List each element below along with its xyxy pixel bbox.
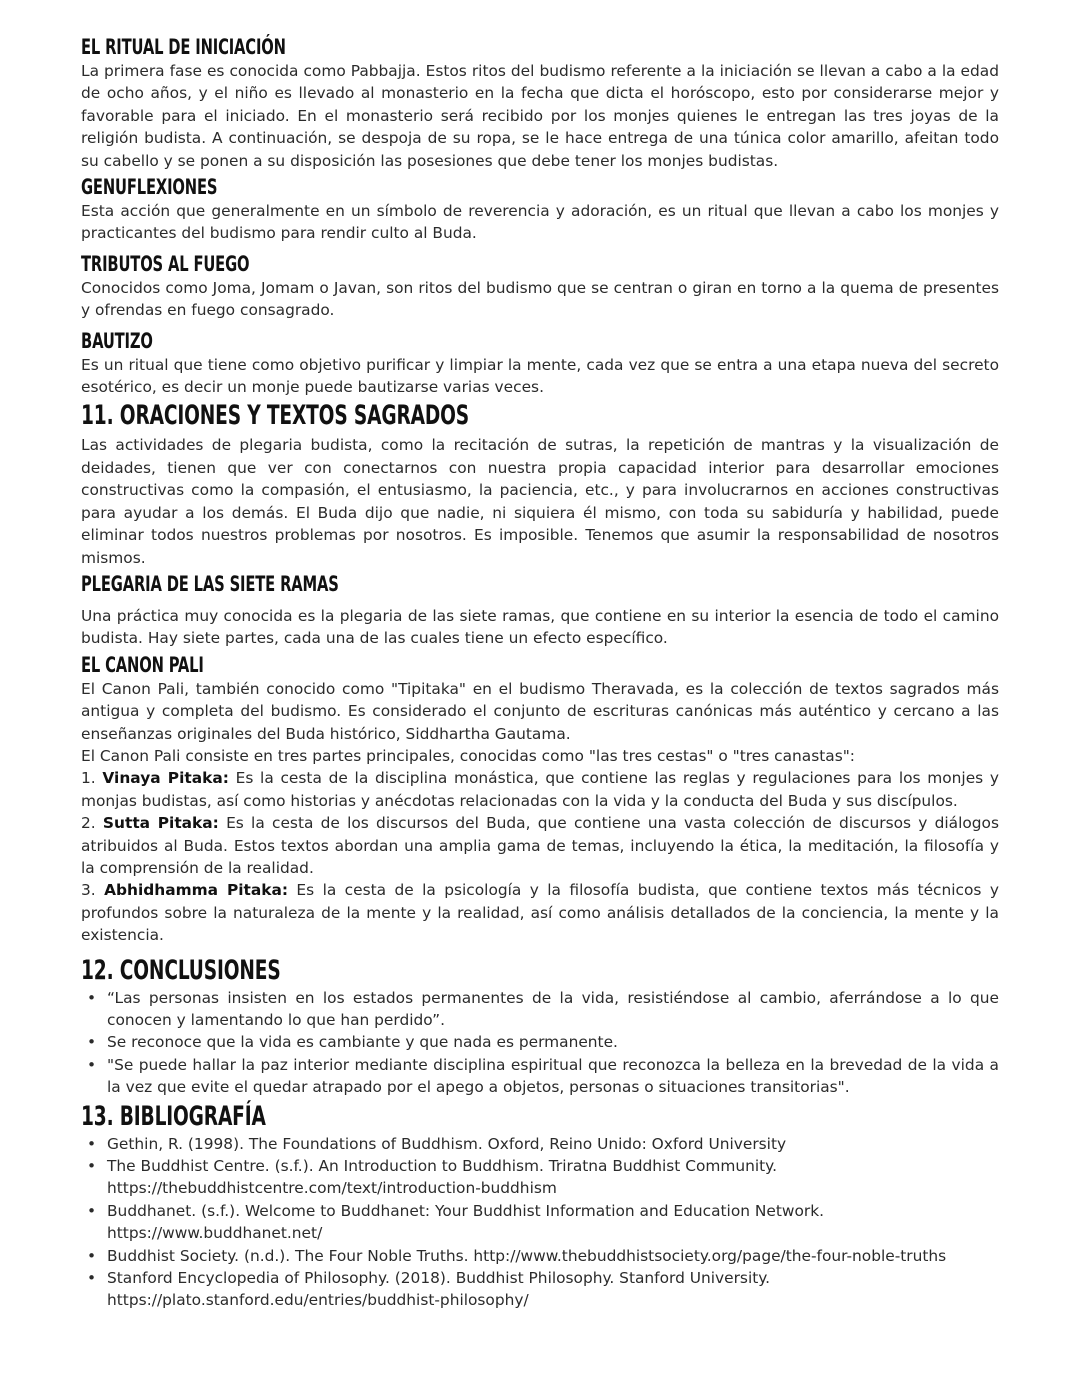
heading-plegaria-siete-ramas: PLEGARIA DE LAS SIETE RAMAS <box>81 571 339 596</box>
document-page <box>81 34 999 1312</box>
paragraph-plegaria-siete-ramas: Una práctica muy conocida es la plegaria de las siete ramas, que contiene en su interior la esencia de todo el camino budista. Hay siete partes, cada una de las cuales tiene un efecto específico. <box>81 606 999 648</box>
bibliografia-list <box>81 1133 999 1312</box>
canon-item-vinaya: 1. Vinaya Pitaka: Es la cesta de la disciplina monástica, que contiene las reglas y regulaciones para los monjes y monjas budistas, así como historias y anécdotas relacionadas con la vida y la conducta del Buda y sus discípulos. <box>81 769 999 810</box>
paragraph-ritual-iniciacion: La primera fase es conocida como Pabbajja. Estos ritos del budismo referente a la iniciación se llevan a cabo a la edad de ocho años, y el niño es llevado al monasterio en la fecha que dicta el horóscopo, esto por considerarse mejor y favorable para el iniciado. En el monasterio será recibido por los monjes quienes le entregan las tres joyas de la religión budista. A continuación, se despoja de su ropa, se le hace entrega de una túnica color amarillo, afeitan todo su cabello y se ponen a su disposición las posesiones que debe tener los monjes budistas. <box>81 62 999 170</box>
list-item: • Se reconoce que la vida es cambiante y que nada es permanente. <box>107 1031 999 1053</box>
reference-url: https://plato.stanford.edu/entries/buddhist-philosophy/ <box>107 1291 529 1310</box>
heading-genuflexiones: GENUFLEXIONES <box>81 175 218 200</box>
reference-url: https://thebuddhistcentre.com/text/introduction-buddhism <box>107 1179 557 1198</box>
canon-item-sutta: 2. Sutta Pitaka: Es la cesta de los discursos del Buda, que contiene una vasta colección de discursos y diálogos atribuidos al Buda. Estos textos abordan una amplia gama de temas, incluyendo la ética, la meditación, la filosofía y la comprensión de la realidad. <box>81 814 999 877</box>
list-item: • Stanford Encyclopedia of Philosophy. (2018). Buddhist Philosophy. Stanford University. https://plato.stanford.edu/entries/buddhist-philosophy/ <box>107 1267 999 1312</box>
heading-oraciones-textos: 11. ORACIONES Y TEXTOS SAGRADOS <box>81 400 470 432</box>
heading-canon-pali: EL CANON PALI <box>81 652 204 677</box>
list-item: • Buddhanet. (s.f.). Welcome to Buddhanet: Your Buddhist Information and Education Network. https://www.buddhanet.net/ <box>107 1200 999 1245</box>
paragraph-canon-partes: El Canon Pali consiste en tres partes principales, conocidas como "las tres cestas" o "tres canastas": <box>81 746 855 765</box>
paragraph-tributos-fuego: Conocidos como Joma, Jomam o Javan, son ritos del budismo que se centran o giran en torno a la quema de presentes y ofrendas en fuego consagrado. <box>81 278 999 320</box>
conclusiones-list <box>81 987 999 1099</box>
heading-tributos-fuego: TRIBUTOS AL FUEGO <box>81 251 250 276</box>
paragraph-genuflexiones: Esta acción que generalmente en un símbolo de reverencia y adoración, es un ritual que llevan a cabo los monjes y practicantes del budismo para rendir culto al Buda. <box>81 202 999 243</box>
paragraph-bautizo: Es un ritual que tiene como objetivo purificar y limpiar la mente, cada vez que se entra a una etapa nueva del secreto esotérico, es decir un monje puede bautizarse varias veces. <box>81 355 999 397</box>
canon-item-abhidhamma: 3. Abhidhamma Pitaka: Es la cesta de la psicología y la filosofía budista, que contiene textos más técnicos y profundos sobre la naturaleza de la mente y la realidad, así como análisis detallados de la conciencia, la mente y la existencia. <box>81 881 999 945</box>
heading-ritual-iniciacion: EL RITUAL DE INICIACIÓN <box>81 35 286 59</box>
list-item: • Buddhist Society. (n.d.). The Four Noble Truths. http://www.thebuddhistsociety.org/page/the-four-noble-truths <box>107 1245 999 1267</box>
heading-bautizo: BAUTIZO <box>81 328 153 353</box>
heading-bibliografia: 13. BIBLIOGRAFÍA <box>81 1100 266 1132</box>
heading-conclusiones: 12. CONCLUSIONES <box>81 954 281 986</box>
paragraph-oraciones-textos: Las actividades de plegaria budista, como la recitación de sutras, la repetición de mantras y la visualización de deidades, tienen que ver con conectarnos con nuestra propia capacidad interior para desarrollar emociones constructivas como la compasión, el entusiasmo, la paciencia, etc., y para involucrarnos en acciones constructivas para ayudar a los demás. El Buda dijo que nadie, ni siquiera él mismo, con toda su sabiduría y habilidad, puede eliminar todos nuestros problemas por nosotros. Es imposible. Tenemos que asumir la responsabilidad de nosotros mismos. <box>81 436 999 567</box>
list-item: • “Las personas insisten en los estados permanentes de la vida, resistiéndose al cambio, aferrándose a lo que conocen y lamentando lo que han perdido”. <box>107 987 999 1032</box>
list-item: • The Buddhist Centre. (s.f.). An Introduction to Buddhism. Triratna Buddhist Community. https://thebuddhistcentre.com/text/introduction-buddhism <box>107 1155 999 1200</box>
reference-url: https://www.buddhanet.net/ <box>107 1224 323 1243</box>
list-item: • "Se puede hallar la paz interior mediante disciplina espiritual que reconozca la belleza en la brevedad de la vida a la vez que evite el quedar atrapado por el apego a objetos, personas o situaciones transitorias". <box>107 1054 999 1099</box>
list-item: • Gethin, R. (1998). The Foundations of Buddhism. Oxford, Reino Unido: Oxford University <box>107 1133 999 1155</box>
paragraph-canon-intro: El Canon Pali, también conocido como "Tipitaka" en el budismo Theravada, es la colección de textos sagrados más antigua y completa del budismo. Es considerado el conjunto de escrituras canónicas más auténtico y cercano a las enseñanzas originales del Buda histórico, Siddhartha Gautama. <box>81 679 999 743</box>
